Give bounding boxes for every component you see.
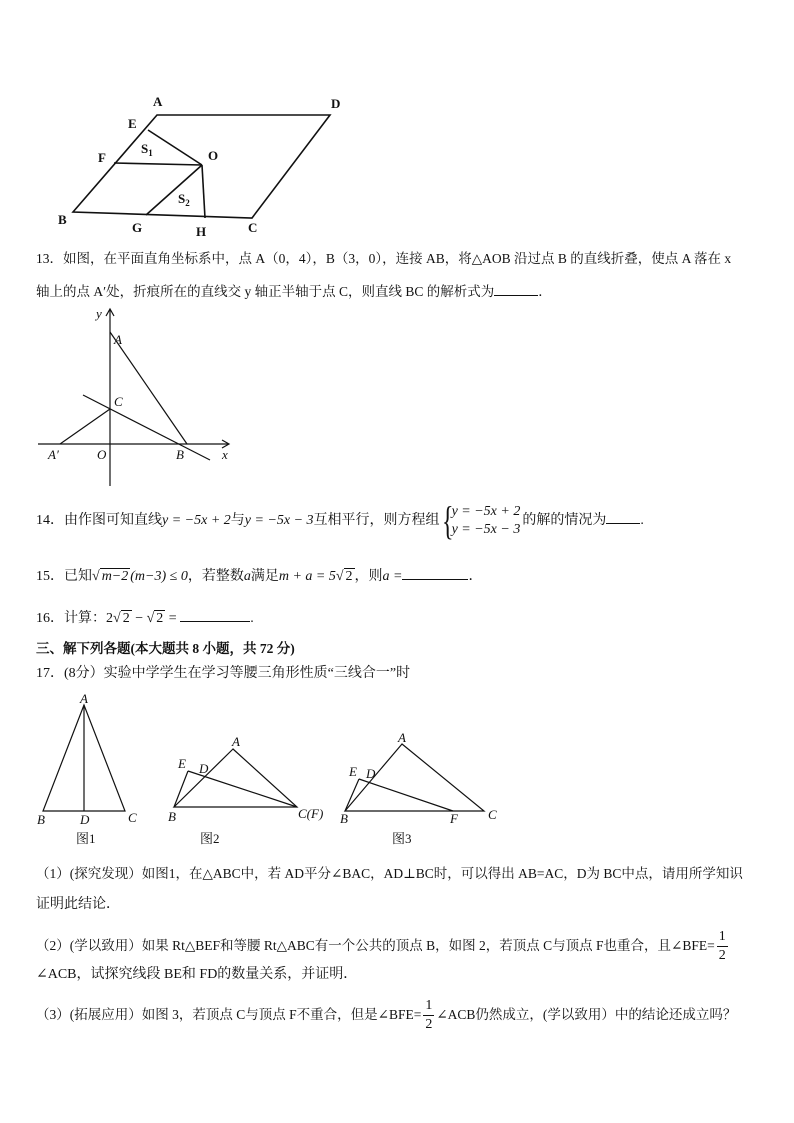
label-D: D	[331, 96, 341, 111]
label-C: C	[114, 394, 123, 409]
sqrt-2: √ 2	[335, 569, 353, 584]
question-17-part1-line1: （1）(探究发现）如图1，在△ABC中，若 AD平分∠BAC，AD⊥BC时，可以得出 AB=AC，D为 BC中点，请用所学知识	[36, 866, 743, 881]
fig2-label-C: C(F)	[298, 806, 324, 821]
question-14-end: .	[640, 513, 644, 528]
question-15-pre: 15．已知	[36, 569, 92, 584]
question-14-eq2: y = −5x − 3	[244, 513, 314, 528]
question-14-pre: 14．由作图可知直线	[36, 513, 162, 528]
figure-3-caption: 图3	[392, 831, 412, 846]
question-17-part2-line2: ∠ACB，试探究线段 BE和 FD的数量关系，并证明．	[36, 967, 358, 982]
question-13-line1: 13．如图，在平面直角坐标系中，点 A（0，4），B（3，0），连接 AB，将△AOB 沿过点 B 的直线折叠，使点 A 落在 x	[36, 251, 732, 266]
segment-AB	[110, 332, 187, 444]
equation-system	[441, 497, 521, 543]
parallelogram-figure	[50, 90, 360, 240]
answer-blank-13[interactable]	[494, 281, 538, 296]
question-14-post: 的解的情况为	[522, 513, 607, 528]
label-H: H	[196, 224, 207, 239]
segment-A-prime-C	[60, 409, 110, 444]
question-17-part1-line2: 证明此结论．	[36, 897, 120, 912]
brace-icon: {	[441, 497, 454, 543]
question-17-stem: 17．(8分）实验中学学生在学习等腰三角形性质“三线合一”时	[36, 666, 411, 681]
question-16	[36, 607, 254, 629]
question-15-expr: (m−3) ≤ 0	[130, 569, 188, 584]
label-G: G	[132, 220, 143, 235]
fraction-numerator: 1	[717, 928, 728, 947]
label-O: O	[208, 148, 219, 163]
sqrt-2-b: √ 2	[146, 611, 164, 626]
label-A: A	[153, 94, 163, 109]
sqrt-2-b-radicand: 2	[156, 611, 164, 626]
answer-blank-15[interactable]	[402, 565, 468, 580]
label-C: C	[248, 220, 258, 235]
question-15-mid3: ，则	[354, 569, 383, 584]
label-F: F	[98, 150, 106, 165]
fraction-half	[717, 928, 728, 965]
label-y: y	[96, 306, 102, 321]
fig1-label-D: D	[80, 812, 90, 827]
fig1-label-A: A	[80, 691, 88, 706]
question-16-minus: −	[131, 611, 147, 626]
label-B: B	[176, 447, 184, 462]
question-14-eq1: y = −5x + 2	[162, 513, 231, 528]
question-17-part3-pre: （3）(拓展应用）如图 3，若顶点 C与顶点 F不重合，但是∠BFE=	[36, 1007, 422, 1022]
label-S1: $S_1$	[141, 141, 153, 158]
label-A-prime: A′	[48, 447, 59, 462]
fraction-denominator: 2	[718, 948, 726, 964]
fig3-label-E: E	[349, 764, 357, 779]
question-14-mid2: 互相平行，则方程组	[313, 513, 440, 528]
answer-blank-16[interactable]	[180, 607, 250, 622]
label-O: O	[97, 447, 107, 462]
label-x: x	[222, 447, 228, 462]
fig2-label-B: B	[168, 809, 176, 824]
question-15-mid: ，若整数	[187, 569, 244, 584]
fig3-label-C: C	[488, 807, 497, 822]
fig1-label-B: B	[37, 812, 45, 827]
system-row-2: y = −5x − 3	[451, 521, 521, 537]
fraction-denominator-2: 2	[425, 1017, 433, 1033]
question-16-eq: =	[165, 611, 181, 626]
fig1-label-C: C	[128, 810, 137, 825]
question-16-end: .	[250, 611, 254, 626]
question-17-part2-text: （2）(学以致用）如果 Rt△BEF和等腰 Rt△ABC有一个公共的顶点 B，如图 2，若顶点 C与顶点 F也重合，且∠BFE=	[36, 938, 715, 953]
fraction-half-2	[423, 997, 434, 1034]
fraction-numerator-2: 1	[423, 997, 434, 1016]
figure-1	[34, 692, 144, 852]
label-S2: $S_2$	[178, 191, 190, 208]
sqrt-radicand: m−2	[101, 569, 129, 584]
fig3-label-D: D	[366, 766, 376, 781]
question-15	[36, 565, 482, 587]
sqrt-2-a: √ 2	[113, 611, 130, 626]
question-15-end: ．	[468, 569, 483, 584]
question-17-part3-post: ∠ACB仍然成立，(学以致用）中的结论还成立吗？	[436, 1007, 737, 1022]
question-16-pre: 16．计算：	[36, 611, 106, 626]
fig3-label-B: B	[340, 811, 348, 826]
question-16-coef: 2	[106, 611, 113, 626]
section-3-heading: 三、解下列各题(本大题共 8 小题，共 72 分)	[36, 641, 295, 656]
sqrt-2-radicand: 2	[345, 569, 353, 584]
answer-blank-14[interactable]	[606, 509, 640, 524]
fig2-label-D: D	[199, 761, 209, 776]
question-15-ans: a =	[382, 569, 403, 584]
question-15-mid2: 满足	[250, 569, 279, 584]
fig3-label-F: F	[450, 811, 458, 826]
question-13-line2	[36, 281, 552, 302]
question-13-line2-text: 轴上的点 A′处，折痕所在的直线交 y 轴正半轴于点 C，则直线 BC 的解析式为	[36, 284, 495, 299]
question-15-eq: m + a = 5	[278, 569, 336, 584]
question-17-part3	[36, 993, 736, 1037]
question-13-end: ．	[538, 284, 552, 299]
fig2-label-E: E	[178, 756, 186, 771]
question-14-mid1: 与	[230, 513, 245, 528]
figure-2	[164, 730, 344, 852]
fig2-label-A: A	[232, 734, 240, 749]
figure-2-caption: 图2	[200, 831, 220, 846]
figure-3	[332, 726, 512, 852]
question-14	[36, 497, 644, 543]
coordinate-figure	[34, 304, 244, 489]
figure-1-caption: 图1	[76, 831, 96, 846]
label-A: A	[114, 332, 122, 347]
label-B: B	[58, 212, 67, 227]
label-E: E	[128, 116, 137, 131]
fig3-label-A: A	[398, 730, 406, 745]
system-row-1: y = −5x + 2	[451, 503, 521, 519]
sqrt-2-a-radicand: 2	[122, 611, 130, 626]
question-17-part2-line1	[36, 926, 730, 966]
var-a: a	[243, 569, 251, 584]
sqrt-expression: √ m−2	[92, 569, 129, 584]
